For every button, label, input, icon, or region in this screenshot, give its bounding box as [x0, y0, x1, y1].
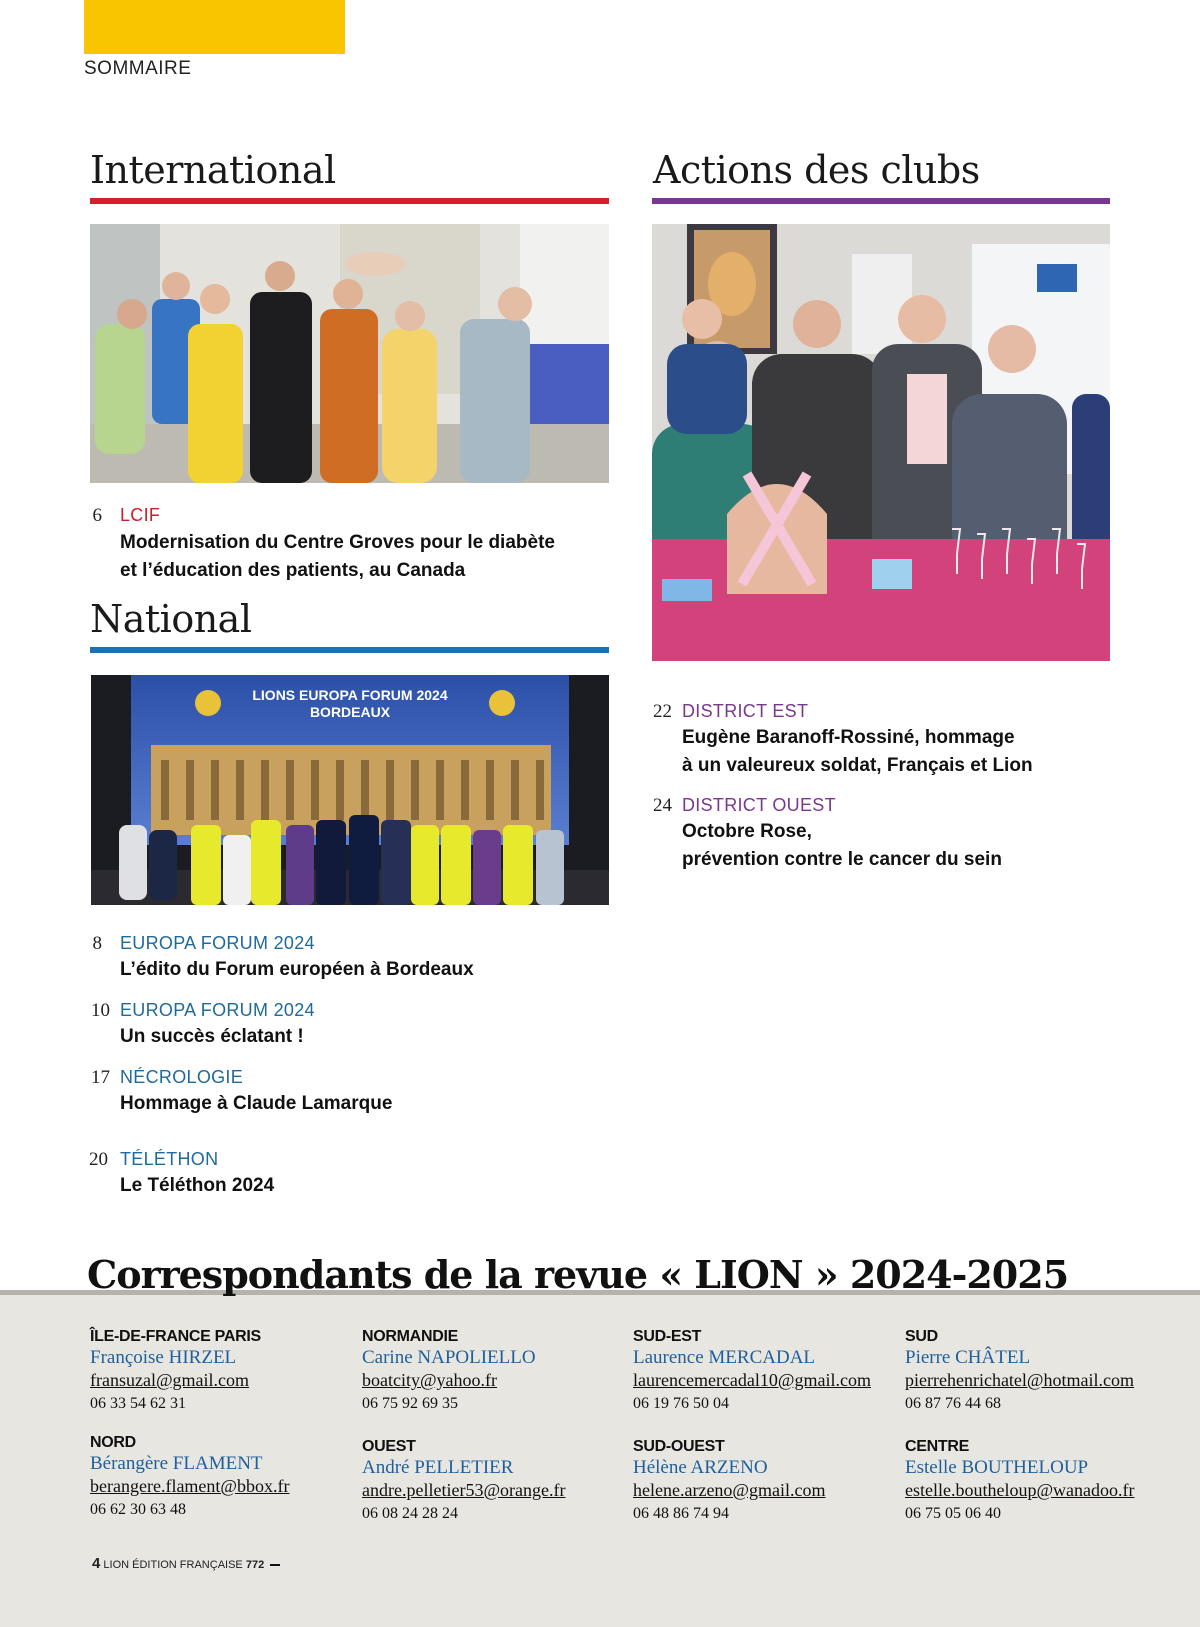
page-number: 4 — [92, 1555, 101, 1572]
toc-page-number: 8 — [92, 933, 102, 954]
correspondant-email[interactable]: laurencemercadal10@gmail.com — [633, 1370, 871, 1390]
toc-headline[interactable]: Un succès éclatant ! — [120, 1026, 304, 1047]
correspondant-card — [90, 1328, 350, 1416]
banner-line1: LIONS EUROPA FORUM 2024 — [252, 687, 448, 703]
publication-name: LION ÉDITION FRANÇAISE — [103, 1559, 243, 1571]
clubs-rule — [652, 198, 1110, 204]
correspondant-phone: 06 87 76 44 68 — [905, 1395, 1001, 1412]
correspondant-card — [362, 1328, 622, 1416]
lcif-group-photo — [90, 224, 609, 483]
correspondant-card — [905, 1438, 1195, 1526]
correspondant-card — [633, 1328, 893, 1416]
correspondant-email[interactable]: pierrehenrichatel@hotmail.com — [905, 1370, 1134, 1390]
correspondant-card — [90, 1434, 350, 1522]
page-footer — [92, 1555, 280, 1572]
correspondant-phone: 06 08 24 28 24 — [362, 1505, 458, 1522]
footer-dash — [270, 1564, 280, 1566]
toc-category: DISTRICT OUEST — [682, 795, 836, 815]
toc-category: NÉCROLOGIE — [120, 1067, 244, 1087]
correspondant-phone: 06 75 92 69 35 — [362, 1395, 458, 1412]
correspondant-region: OUEST — [362, 1438, 416, 1455]
toc-page-number: 6 — [92, 505, 102, 526]
toc-category: LCIF — [120, 505, 161, 525]
toc-headline[interactable] — [682, 818, 1122, 874]
international-rule — [90, 198, 609, 204]
toc-page-number: 17 — [91, 1067, 110, 1088]
clubs-title: Actions des clubs — [653, 148, 980, 192]
toc-category: EUROPA FORUM 2024 — [120, 1000, 315, 1020]
toc-page-number: 20 — [89, 1149, 108, 1170]
toc-headline[interactable]: L’édito du Forum européen à Bordeaux — [120, 959, 474, 980]
toc-page-number: 22 — [653, 701, 672, 722]
toc-page-number: 24 — [653, 795, 672, 816]
correspondant-region: ÎLE-DE-FRANCE PARIS — [90, 1328, 261, 1345]
correspondant-name: Laurence MERCADAL — [633, 1347, 816, 1368]
correspondant-region: CENTRE — [905, 1438, 969, 1455]
correspondant-name: André PELLETIER — [362, 1457, 514, 1478]
header-accent-bar — [84, 0, 345, 54]
correspondant-email[interactable]: estelle.boutheloup@wanadoo.fr — [905, 1480, 1135, 1500]
correspondant-region: SUD-OUEST — [633, 1438, 725, 1455]
correspondant-name: Françoise HIRZEL — [90, 1347, 237, 1368]
headline-line: Eugène Baranoff-Rossiné, hommage — [682, 727, 1015, 748]
correspondant-email[interactable]: boatcity@yahoo.fr — [362, 1370, 498, 1390]
correspondant-email[interactable]: berangere.flament@bbox.fr — [90, 1476, 290, 1496]
issue-number: 772 — [245, 1559, 265, 1571]
correspondant-name: Carine NAPOLIELLO — [362, 1347, 536, 1368]
correspondant-phone: 06 75 05 06 40 — [905, 1505, 1001, 1522]
correspondant-card — [633, 1438, 893, 1526]
correspondant-name: Bérangère FLAMENT — [90, 1453, 263, 1474]
correspondant-email[interactable]: helene.arzeno@gmail.com — [633, 1480, 826, 1500]
headline-line: Octobre Rose, — [682, 821, 812, 842]
toc-headline[interactable]: Hommage à Claude Lamarque — [120, 1093, 393, 1114]
europa-forum-photo — [91, 675, 609, 905]
correspondant-name: Estelle BOUTHELOUP — [905, 1457, 1089, 1478]
correspondant-region: SUD-EST — [633, 1328, 702, 1345]
correspondant-phone: 06 33 54 62 31 — [90, 1395, 186, 1412]
correspondant-region: SUD — [905, 1328, 938, 1345]
correspondant-name: Hélène ARZENO — [633, 1457, 768, 1478]
correspondant-phone: 06 19 76 50 04 — [633, 1395, 729, 1412]
correspondant-region: NORD — [90, 1434, 136, 1451]
correspondant-name: Pierre CHÂTEL — [905, 1347, 1031, 1368]
correspondant-email[interactable]: andre.pelletier53@orange.fr — [362, 1480, 566, 1500]
toc-category: TÉLÉTHON — [120, 1149, 219, 1169]
headline-line: Modernisation du Centre Groves pour le diabète — [120, 532, 555, 553]
toc-headline[interactable]: Le Téléthon 2024 — [120, 1175, 275, 1196]
correspondant-phone: 06 48 86 74 94 — [633, 1505, 729, 1522]
correspondant-phone: 06 62 30 63 48 — [90, 1501, 186, 1518]
headline-line: et l’éducation des patients, au Canada — [120, 560, 466, 581]
correspondant-card — [905, 1328, 1195, 1416]
section-label: SOMMAIRE — [84, 58, 192, 79]
correspondant-email[interactable]: fransuzal@gmail.com — [90, 1370, 250, 1390]
toc-category: DISTRICT EST — [682, 701, 809, 721]
toc-headline[interactable] — [120, 529, 620, 585]
international-title: International — [90, 148, 336, 192]
national-rule — [90, 647, 609, 653]
banner-line2: BORDEAUX — [309, 704, 391, 720]
correspondant-card — [362, 1438, 622, 1526]
toc-category: EUROPA FORUM 2024 — [120, 933, 315, 953]
toc-page-number: 10 — [91, 1000, 110, 1021]
correspondants-title: Correspondants de la revue « LION » 2024-2025 — [87, 1252, 1069, 1297]
correspondant-region: NORMANDIE — [362, 1328, 458, 1345]
headline-line: prévention contre le cancer du sein — [682, 849, 1002, 870]
octobre-rose-photo — [652, 224, 1110, 661]
headline-line: à un valeureux soldat, Français et Lion — [682, 755, 1033, 776]
toc-headline[interactable] — [682, 724, 1122, 780]
national-title: National — [90, 597, 252, 641]
